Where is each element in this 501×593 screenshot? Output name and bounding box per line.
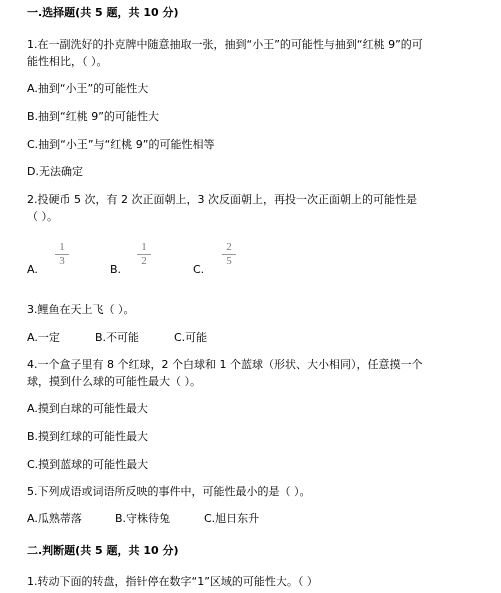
judgment-1-text: 1.转动下面的转盘，指针停在数字“1”区域的可能性大。（ ）: [27, 575, 318, 588]
q2-option-c-fraction: [222, 242, 236, 267]
q5-option-c: C.旭日东升: [204, 512, 260, 525]
q4-option-c: C.摸到蓝球的可能性最大: [27, 458, 149, 471]
denominator: 3: [59, 255, 65, 267]
numerator: 1: [59, 241, 65, 253]
numerator: 1: [141, 241, 147, 253]
numerator: 2: [226, 241, 232, 253]
question-4-text-cont: 球，摸到什么球的可能性最大（ ）。: [27, 375, 201, 388]
q2-option-b-label: B.: [110, 263, 122, 276]
q3-option-b: B.不可能: [95, 331, 140, 344]
q1-option-d: D.无法确定: [27, 165, 83, 178]
q1-option-a: A.抽到“小王”的可能性大: [27, 82, 149, 95]
q3-option-a: A.一定: [27, 331, 60, 344]
q5-option-a: A.瓜熟蒂落: [27, 512, 82, 525]
q1-option-b: B.抽到“红桃 9”的可能性大: [27, 110, 159, 123]
q2-option-a-label: A.: [27, 263, 38, 276]
q5-option-b: B.守株待兔: [115, 512, 171, 525]
q2-option-a-fraction: [55, 242, 69, 267]
q1-option-c: C.抽到“小王”与“红桃 9”的可能性相等: [27, 138, 215, 151]
q4-option-b: B.摸到红球的可能性最大: [27, 430, 149, 443]
q2-option-c-label: C.: [193, 263, 205, 276]
q2-option-b-fraction: [137, 242, 151, 267]
question-5-text: 5.下列成语或词语所反映的事件中，可能性最小的是（ ）。: [27, 485, 311, 498]
question-2-text: 2.投硬币 5 次，有 2 次正面朝上，3 次反面朝上，再投一次正面朝上的可能性是: [27, 193, 417, 206]
q3-option-c: C.可能: [174, 331, 208, 344]
denominator: 2: [141, 255, 147, 267]
question-2-text-cont: （ ）。: [27, 210, 58, 223]
denominator: 5: [226, 255, 232, 267]
question-1-text: 1.在一副洗好的扑克牌中随意抽取一张，抽到“小王”的可能性与抽到“红桃 9”的可: [27, 38, 423, 51]
question-3-text: 3.鲤鱼在天上飞（ ）。: [27, 303, 135, 316]
question-1-text-cont: 能性相比，（ ）。: [27, 55, 108, 68]
question-4-text: 4.一个盒子里有 8 个红球，2 个白球和 1 个蓝球（形状、大小相同），任意摸一个: [27, 358, 423, 371]
section-title: 一.选择题(共 5 题，共 10 分): [27, 6, 179, 19]
q4-option-a: A.摸到白球的可能性最大: [27, 402, 148, 415]
section-title: 二.判断题(共 5 题，共 10 分): [27, 544, 179, 557]
